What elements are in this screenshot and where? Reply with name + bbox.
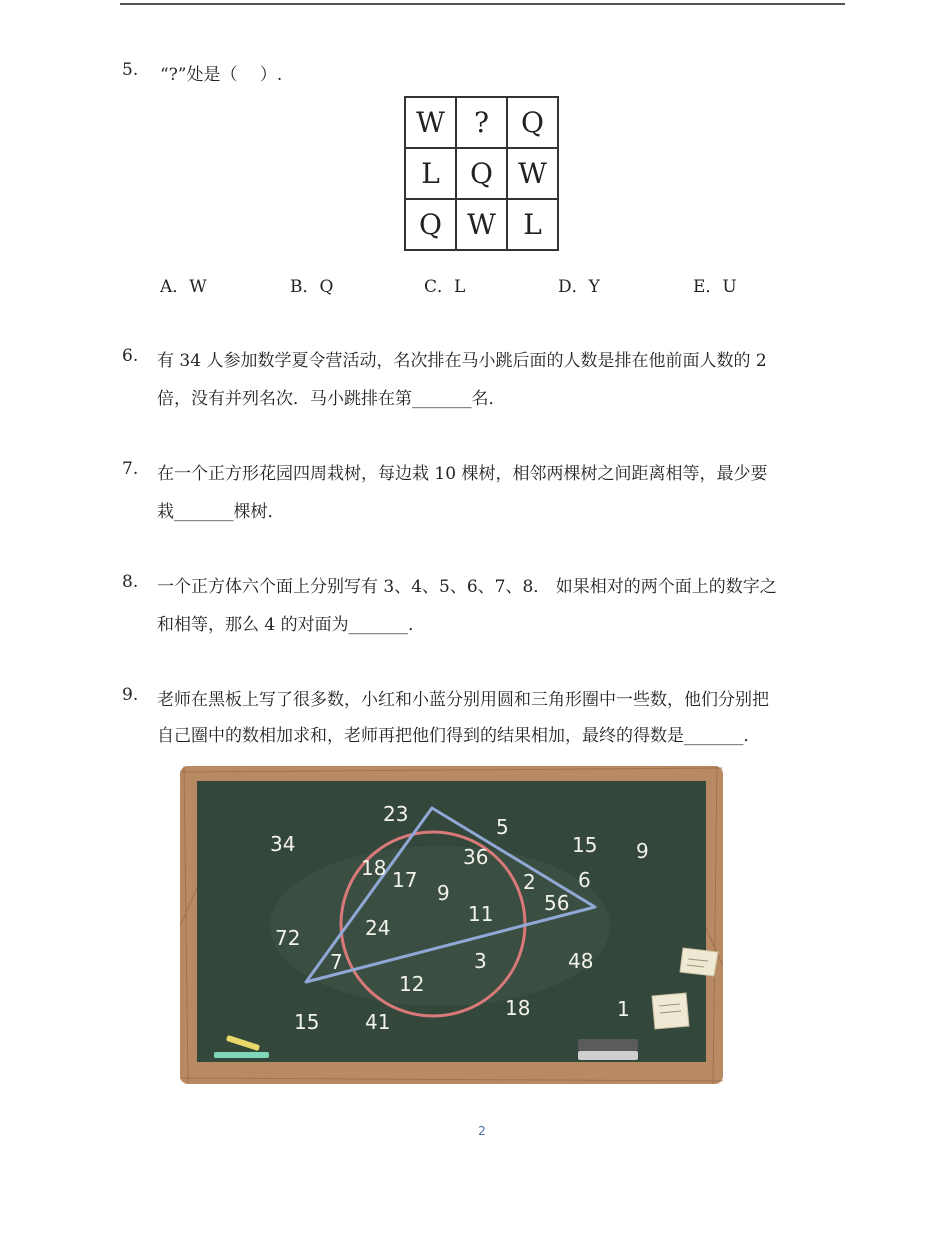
board-number: 41 <box>365 1010 391 1034</box>
q8-line1: 一个正方体六个面上分别写有 3、4、5、6、7、8． 如果相对的两个面上的数字之 <box>157 577 777 597</box>
board-number: 72 <box>275 926 301 950</box>
q6-line1: 有 34 人参加数学夏令营活动，名次排在马小跳后面的人数是排在他前面人数的 2 <box>157 351 767 371</box>
grid-cell: Q <box>405 199 456 250</box>
eraser-icon <box>578 1039 638 1060</box>
sticky-note-icon <box>680 948 718 976</box>
q7-line1: 在一个正方形花园四周栽树，每边栽 10 棵树，相邻两棵树之间距离相等，最少要 <box>157 464 768 484</box>
board-number: 5 <box>496 815 509 839</box>
q9-line1: 老师在黑板上写了很多数，小红和小蓝分别用圆和三角形圈中一些数，他们分别把 <box>157 690 769 710</box>
board-number: 18 <box>361 856 387 880</box>
board-number: 9 <box>636 839 649 863</box>
board-number: 17 <box>392 868 418 892</box>
grid-cell: L <box>507 199 558 250</box>
board-number: 34 <box>270 832 296 856</box>
q7-line2: 栽_______棵树． <box>157 502 285 522</box>
grid-cell: ? <box>456 97 507 148</box>
q5-option-d: D．Y <box>558 277 600 297</box>
board-number: 15 <box>572 833 598 857</box>
board-number: 3 <box>474 949 487 973</box>
grid-cell: Q <box>507 97 558 148</box>
board-number: 23 <box>383 802 409 826</box>
blackboard-illustration <box>180 766 723 1084</box>
header-rule <box>120 3 845 5</box>
q5-option-a: A．W <box>160 277 207 297</box>
board-number: 1 <box>617 997 630 1021</box>
q8-number: 8. <box>122 572 139 592</box>
q5-text: “?”处是（ ）. <box>160 65 283 85</box>
grid-cell: L <box>405 148 456 199</box>
board-number: 24 <box>365 916 391 940</box>
sticky-note-icon <box>652 993 689 1029</box>
board-number: 2 <box>523 870 536 894</box>
q7-number: 7. <box>122 459 139 479</box>
grid-cell: W <box>507 148 558 199</box>
q8-line2: 和相等，那么 4 的对面为_______． <box>157 615 426 635</box>
grid-cell: W <box>456 199 507 250</box>
board-number: 56 <box>544 891 570 915</box>
q6-number: 6. <box>122 346 139 366</box>
q6-line2: 倍，没有并列名次．马小跳排在第_______名． <box>157 389 506 409</box>
board-number: 48 <box>568 949 594 973</box>
q5-option-e: E．U <box>693 277 737 297</box>
board-number: 7 <box>330 950 343 974</box>
grid-cell: Q <box>456 148 507 199</box>
q5-option-c: C．L <box>424 277 466 297</box>
board-number: 12 <box>399 972 425 996</box>
grid-cell: W <box>405 97 456 148</box>
board-number: 36 <box>463 845 489 869</box>
letter-grid <box>404 96 559 251</box>
q5-option-b: B．Q <box>290 277 334 297</box>
q9-number: 9. <box>122 685 139 705</box>
q5-number: 5. <box>122 60 139 80</box>
board-number: 15 <box>294 1010 320 1034</box>
board-number: 6 <box>578 868 591 892</box>
chalk-smudge <box>270 846 610 1006</box>
q9-line2: 自己圈中的数相加求和，老师再把他们得到的结果相加，最终的得数是_______． <box>157 726 761 746</box>
board-number: 11 <box>468 902 494 926</box>
board-number: 18 <box>505 996 531 1020</box>
page-number: 2 <box>478 1124 486 1138</box>
board-number: 9 <box>437 881 450 905</box>
